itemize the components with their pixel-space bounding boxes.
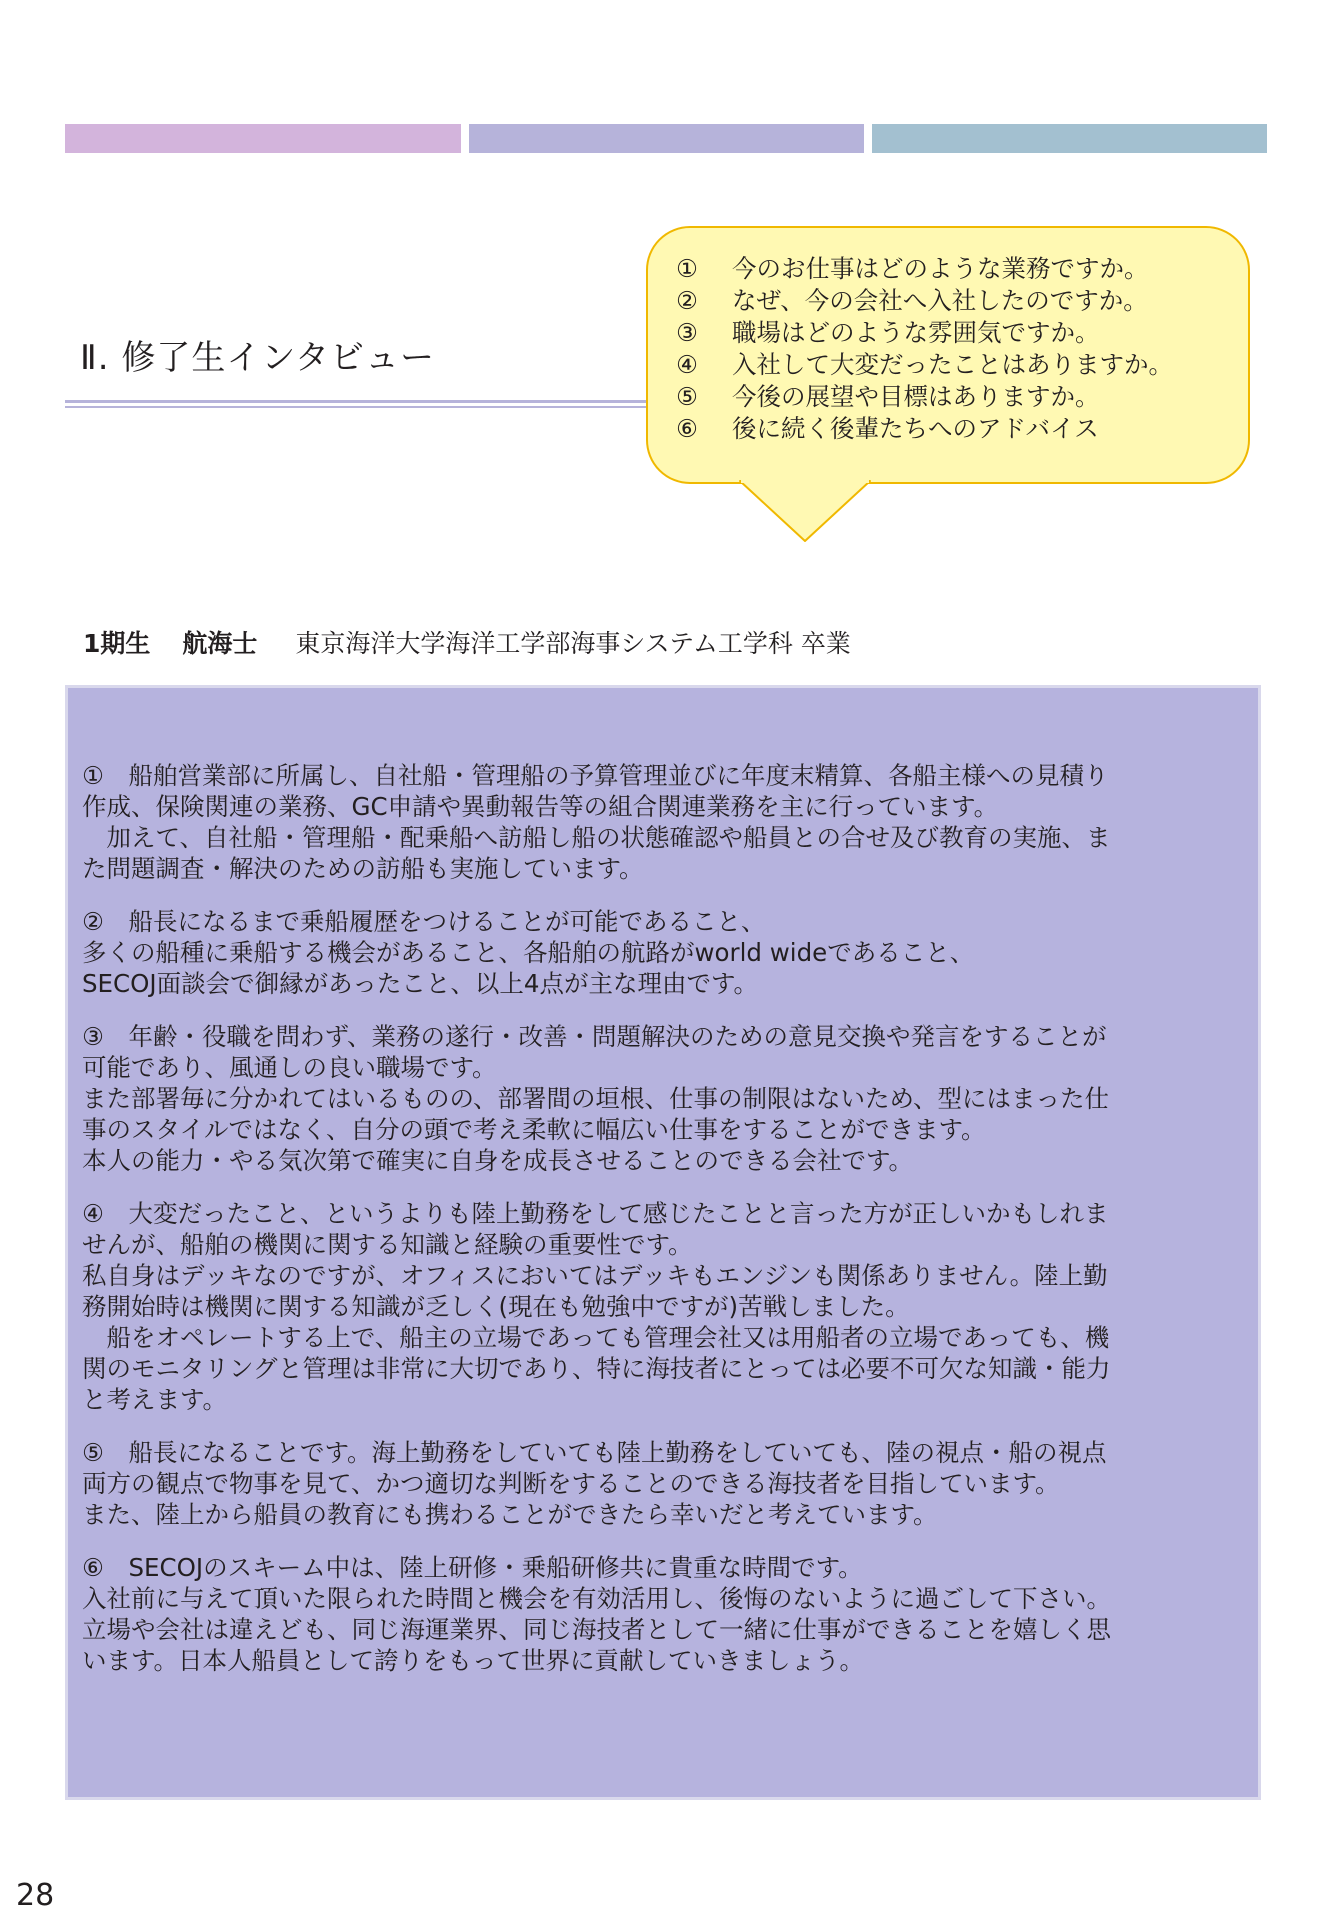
- question-item: ⑥ 後に続く後輩たちへのアドバイス: [676, 414, 1099, 443]
- answer-line: 関のモニタリングと管理は非常に大切であり、特に海技者にとっては必要不可欠な知識・能力: [82, 1354, 1111, 1383]
- title-underline-thin: [65, 406, 665, 408]
- title-underline: [65, 400, 665, 403]
- answer-line: また、陸上から船員の教育にも携わることができたら幸いだと考えています。: [82, 1500, 938, 1529]
- question-list: [676, 253, 1173, 445]
- question-item: ① 今のお仕事はどのような業務ですか。: [676, 254, 1149, 283]
- answer-line: 事のスタイルではなく、自分の頭で考え柔軟に幅広い仕事をすることができます。: [82, 1115, 986, 1144]
- cohort-label: 1期生: [83, 629, 151, 658]
- answer-line: 加えて、自社船・管理船・配乗船へ訪船し船の状態確認や船員との合せ及び教育の実施、ま: [82, 823, 1111, 852]
- answer-5: [82, 1437, 1252, 1530]
- page-number: 28: [16, 1878, 55, 1913]
- answer-line: せんが、船舶の機関に関する知識と経験の重要性です。: [82, 1230, 693, 1259]
- answer-line: ⑤ 船長になることです。海上勤務をしていても陸上勤務をしていても、陸の視点・船の視点: [82, 1438, 1107, 1467]
- header-bar-pink: [65, 124, 461, 153]
- answer-line: 両方の観点で物事を見て、かつ適切な判断をすることのできる海技者を目指しています。: [82, 1469, 1060, 1498]
- answer-line: また部署毎に分かれてはいるものの、部署間の垣根、仕事の制限はないため、型にはまった仕: [82, 1084, 1110, 1113]
- answer-line: 可能であり、風通しの良い職場です。: [82, 1053, 497, 1082]
- answer-line: 船をオペレートする上で、船主の立場であっても管理会社又は用船者の立場であっても、機: [82, 1323, 1110, 1352]
- answer-line: 入社前に与えて頂いた限られた時間と機会を有効活用し、後悔のないように過ごして下さい。: [82, 1584, 1111, 1613]
- answer-line: ② 船長になるまで乗船履歴をつけることが可能であること、: [82, 907, 766, 936]
- answer-line: 多くの船種に乗船する機会があること、各船舶の航路がworld wideであること、: [82, 938, 975, 967]
- answer-line: 私自身はデッキなのですが、オフィスにおいてはデッキもエンジンも関係ありません。陸上勤: [82, 1261, 1108, 1290]
- question-item: ④ 入社して大変だったことはありますか。: [676, 350, 1173, 379]
- header-bar-blue: [872, 124, 1267, 153]
- answer-line: ③ 年齢・役職を問わず、業務の遂行・改善・問題解決のための意見交換や発言をすることが: [82, 1022, 1107, 1051]
- answer-line: ① 船舶営業部に所属し、自社船・管理船の予算管理並びに年度末精算、各船主様への見積り: [82, 761, 1109, 790]
- question-item: ③ 職場はどのような雰囲気ですか。: [676, 318, 1100, 347]
- question-item: ⑤ 今後の展望や目標はありますか。: [676, 382, 1100, 411]
- answer-line: ④ 大変だったこと、というよりも陸上勤務をして感じたことと言った方が正しいかもしれま: [82, 1199, 1109, 1228]
- answer-line: 立場や会社は違えども、同じ海運業界、同じ海技者として一緒に仕事ができることを嬉しく思: [82, 1615, 1111, 1644]
- answer-6: [82, 1552, 1252, 1676]
- answer-line: ⑥ SECOJのスキーム中は、陸上研修・乗船研修共に貴重な時間です。: [82, 1553, 863, 1582]
- answer-line: 本人の能力・やる気次第で確実に自身を成長させることのできる会社です。: [82, 1146, 914, 1175]
- answer-line: と考えます。: [82, 1385, 228, 1414]
- answer-line: た問題調査・解決のための訪船も実施しています。: [82, 854, 644, 883]
- question-item: ② なぜ、今の会社へ入社したのですか。: [676, 286, 1148, 315]
- answers: [82, 760, 1252, 1698]
- answer-3: [82, 1021, 1252, 1176]
- answer-line: 務開始時は機関に関する知識が乏しく(現在も勉強中ですが)苦戦しました。: [82, 1292, 910, 1321]
- answer-line: SECOJ面談会で御縁があったこと、以上4点が主な理由です。: [82, 969, 759, 998]
- answer-2: [82, 906, 1252, 999]
- answer-line: 作成、保険関連の業務、GC申請や異動報告等の組合関連業務を主に行っています。: [82, 792, 999, 821]
- school-label: 東京海洋大学海洋工学部海事システム工学科 卒業: [295, 629, 851, 658]
- section-title: Ⅱ. 修了生インタビュー: [80, 338, 435, 378]
- answer-line: います。日本人船員として誇りをもって世界に貢献していきましょう。: [82, 1646, 865, 1675]
- header-bar-lavender: [469, 124, 864, 153]
- answer-1: [82, 760, 1252, 884]
- answer-4: [82, 1198, 1252, 1415]
- role-label: 航海士: [182, 629, 258, 658]
- interviewee-profile: [83, 624, 851, 660]
